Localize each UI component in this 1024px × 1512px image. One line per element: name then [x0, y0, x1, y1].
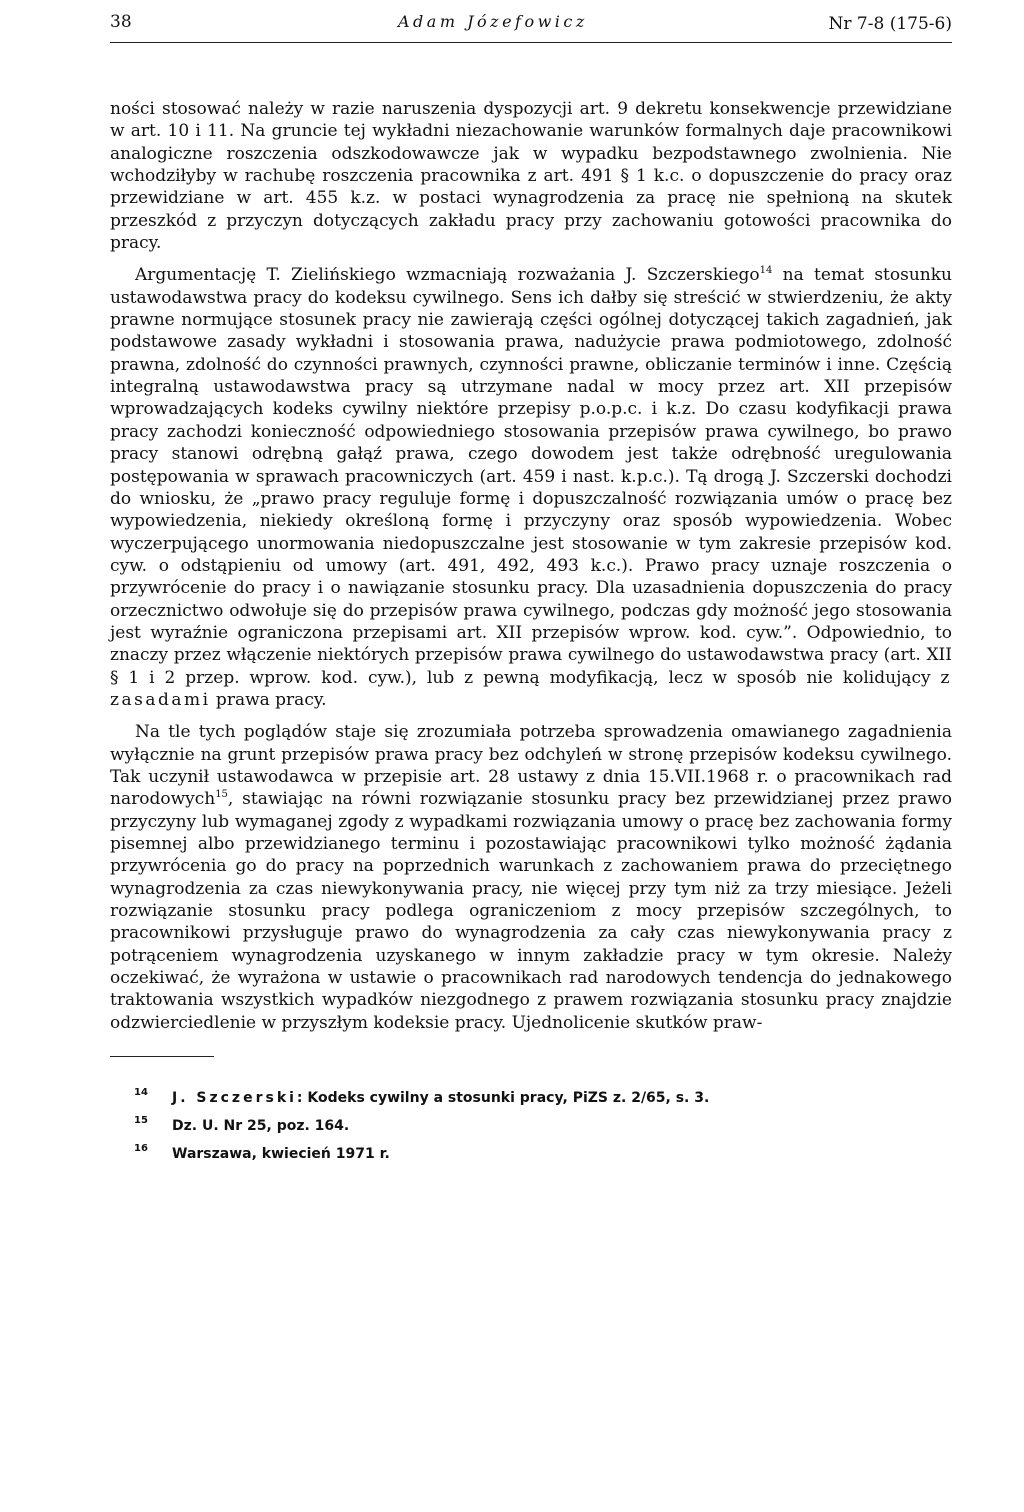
footnote-mark: 16 — [134, 1143, 148, 1154]
footnote-mark: 15 — [134, 1115, 148, 1126]
footnote-mark: 14 — [134, 1087, 148, 1098]
paragraph-2-text-b: na temat stosunku ustawodawstwa pracy do kodeksu cywilnego. Sens ich dałby się streścić w stwierdzeniu, że akty prawne normujące stosunek pracy nie zawierają części ogólnej dotyczącej takich zagadnień, jak podstawowe zasady wykładni i stosowania prawa, nadużycie prawa podmiotowego, zdolność prawna, zdolność do czynności prawnych, czynności prawne, obliczanie terminów i inne. Częścią integralną ustawodawstwa pracy są utrzymane nadal w mocy przez art. XII przepisów wprowadzających kodeks cywilny niektóre przepisy p.o.p.c. i k.z. Do czasu kodyfikacji prawa pracy zachodzi konieczność odpowiedniego stosowania przepisów prawa cywilnego, bo prawo pracy stanowi odrębną gałąź prawa, czego dowodem jest także odrębność uregulowania postępowania w sprawach pracowniczych (art. 459 i nast. k.p.c.). Tą drogą J. Szczerski dochodzi do wniosku, że „prawo pracy reguluje formę i dopuszczalność rozwiązania umów o pracę bez wypowiedzenia, niekiedy określoną formę i przyczyny oraz sposób wypowiedzenia. Wobec wyczerpującego unormowania niedopuszczalne jest stosowanie w tym zakresie przepisów kod. cyw. o odstąpieniu od umowy (art. 491, 492, 493 k.c.). Prawo pracy uznaje roszczenia o przywrócenie do pracy i o nawiązanie stosunku pracy. Dla uzasadnienia dopuszczenia do pracy orzecznictwo odwołuje się do przepisów prawa cywilnego, podczas gdy możność jego stosowania jest wyraźnie ograniczona przepisami art. XII przepisów wprow. kod. cyw.”. Odpowiednio, to znaczy przez włączenie niektórych przepisów prawa cywilnego do ustawodawstwa pracy (art. XII § 1 i 2 przep. wprow. kod. cyw.), lub z pewną modyfikacją, lecz w sposób nie kolidujący — [110, 265, 952, 688]
page-number: 38 — [110, 12, 132, 32]
footnote-15 — [134, 1115, 934, 1146]
footnote-text: Dz. U. Nr 25, poz. 164. — [172, 1118, 350, 1134]
footnote-ref-15: 15 — [215, 789, 228, 801]
footnote-divider — [110, 1056, 214, 1057]
footnote-text — [172, 1090, 709, 1106]
paragraph-2-emphasis: z zasadami — [110, 667, 952, 710]
footnote-ref-14: 14 — [759, 265, 773, 277]
paragraph-1: ności stosować należy w razie naruszenia dyspozycji art. 9 dekretu konsekwencje przewidziane w art. 10 i 11. Na gruncie tej wykładni niezachowanie warunków formalnych daje pracownikowi analogiczne roszczenia odszkodowawcze jak w wypadku bezpodstawnego zwolnienia. Nie wchodziłyby w rachubę roszczenia pracownika z art. 491 § 1 k.c. o dopuszczenie do pracy oraz przewidziane w art. 455 k.z. w postaci wynagrodzenia za pracę nie spełnioną na skutek przeszkód z przyczyn dotyczących zakładu pracy przy zachowaniu gotowości pracownika do pracy. — [110, 99, 952, 254]
footnotes — [134, 1087, 934, 1174]
paragraph-3-text-a: Na tle tych poglądów staje się zrozumiała potrzeba sprowadzenia omawianego zagadnienia wyłącznie na grunt przepisów prawa pracy bez odchyleń w stronę przepisów kodeksu cywilnego. Tak uczynił ustawodawca w przepisie art. 28 ustawy z dnia 15.VII.1968 r. o pracownikach rad narodowych — [110, 722, 952, 810]
footnote-14 — [134, 1087, 934, 1118]
paragraph-2-text-d: prawa pracy. — [210, 689, 327, 710]
running-author: Adam Józefowicz — [398, 12, 588, 31]
issue-number: Nr 7-8 (175-6) — [828, 14, 952, 34]
footnote-rest: : Kodeks cywilny a stosunki pracy, PiZS z. 2/65, s. 3. — [296, 1090, 710, 1106]
footnote-16 — [134, 1143, 934, 1174]
running-header — [110, 12, 952, 43]
footnote-author: J. Szczerski — [172, 1090, 297, 1106]
paragraph-3 — [110, 721, 952, 1034]
paragraph-2 — [110, 264, 952, 711]
paragraph-2-text-a: Argumentację T. Zielińskiego wzmacniają rozważania J. Szczerskiego — [135, 265, 760, 286]
paragraph-3-text-b: , stawiając na równi rozwiązanie stosunku pracy bez przewidzianej przez prawo przyczyny lub wymaganej zgody z wypadkami rozwiązania umowy o pracę bez zachowania formy pisemnej albo przewidzianego terminu i pozostawiając pracownikowi tylko możność żądania przywrócenia go do pracy na poprzednich warunkach z zachowaniem prawa do przeciętnego wynagrodzenia za czas niewykonywania pracy, nie więcej przy tym niż za trzy miesiące. Jeżeli rozwiązanie stosunku pracy podlega ograniczeniom z mocy przepisów szczególnych, to pracownikowi przysługuje prawo do wynagrodzenia za cały czas niewykonywania pracy z potrąceniem wynagrodzenia uzyskanego w innym zakładzie pracy w tym okresie. Należy oczekiwać, że wyrażona w ustawie o pracownikach rad narodowych tendencja do jednakowego traktowania wszystkich wypadków niezgodnego z prawem rozwiązania stosunku pracy znajdzie odzwierciedlenie w przyszłym kodeksie pracy. Ujednolicenie skutków praw- — [110, 789, 952, 1033]
body-text — [110, 98, 952, 1034]
footnote-text: Warszawa, kwiecień 1971 r. — [172, 1146, 390, 1162]
